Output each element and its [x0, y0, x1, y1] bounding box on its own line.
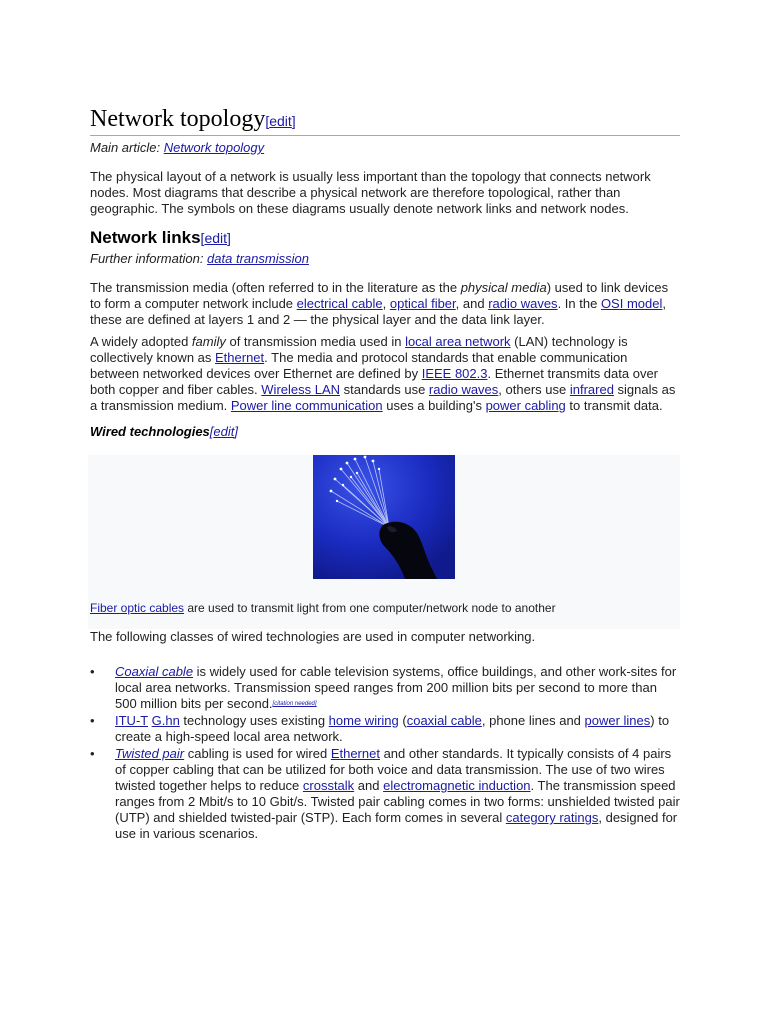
link-citation-needed[interactable]: [citation needed]	[272, 701, 317, 707]
link-category-ratings[interactable]: category ratings	[505, 810, 599, 825]
emphasis-family: family	[191, 334, 226, 349]
link-wireless-lan[interactable]: Wireless LAN	[261, 382, 341, 397]
bullet-icon: •	[90, 746, 95, 761]
link-coaxial-cable[interactable]: coaxial cable	[406, 713, 482, 728]
network-topology-title: Network topology	[90, 106, 266, 132]
link-power-cabling[interactable]: power cabling	[485, 398, 566, 413]
edit-bracket-open: [	[209, 424, 214, 439]
edit-bracket-close: ]	[291, 113, 296, 129]
network-topology-edit-link[interactable]: edit	[269, 113, 292, 129]
edit-bracket-close: ]	[234, 424, 239, 439]
text-run: A widely adopted	[90, 334, 192, 349]
fiber-optic-cables-image[interactable]	[313, 455, 455, 579]
link-radio-waves[interactable]: radio waves	[488, 296, 558, 311]
link-power-lines[interactable]: power lines	[584, 713, 651, 728]
wired-technologies-edit-link[interactable]: edit	[213, 424, 235, 439]
link-coaxial-cable[interactable]: Coaxial cable	[115, 664, 194, 679]
text-run: is widely used for cable television systems, office buildings, and other work-sites for local area networks. Transmission speed ranges from 200 million bits per second to more than 500 million bits per second.	[115, 664, 677, 711]
text-run: technology uses existing	[179, 713, 329, 728]
link-electrical-cable[interactable]: electrical cable	[296, 296, 383, 311]
link-itu-t[interactable]: ITU-T	[115, 713, 148, 728]
caption-text: are used to transmit light from one computer/network node to another	[184, 601, 556, 615]
text-run: ) to create a high-speed local area network.	[115, 713, 670, 744]
text-run: signals as a transmission medium.	[90, 382, 676, 413]
text-run: , others use	[498, 382, 570, 397]
text-run: . Ethernet transmits data over both copper and fiber cables.	[90, 366, 659, 397]
link-g-hn[interactable]: G.hn	[151, 713, 180, 728]
transmission-media-paragraph	[90, 280, 680, 328]
text-run: and	[354, 778, 384, 793]
text-run: . In the	[557, 296, 601, 311]
list-item-itu-t-ghn	[90, 713, 680, 745]
network-topology-heading	[90, 104, 680, 136]
link-ethernet[interactable]: Ethernet	[330, 746, 380, 761]
link-ieee-802-3[interactable]: IEEE 802.3	[421, 366, 488, 381]
link-twisted-pair[interactable]: Twisted pair	[115, 746, 185, 761]
bullet-icon: •	[90, 713, 95, 728]
text-run: . The transmission speed ranges from 2 Mbit/s to 10 Gbit/s. Twisted pair cabling comes in two forms: unshielded twisted pair (UTP) and shielded twisted-pair (STP). Each form comes in several	[115, 778, 680, 825]
link-power-line-communication[interactable]: Power line communication	[230, 398, 383, 413]
text-run: (	[398, 713, 407, 728]
article-body	[90, 104, 680, 441]
emphasis-physical-media: physical media	[460, 280, 547, 295]
text-run: standards use	[340, 382, 429, 397]
edit-bracket-close: ]	[227, 230, 231, 246]
text-run: of transmission media used in	[225, 334, 406, 349]
main-article-hatnote	[90, 140, 680, 155]
link-osi-model[interactable]: OSI model	[600, 296, 663, 311]
link-radio-waves[interactable]: radio waves	[428, 382, 499, 397]
wired-technologies-body	[90, 629, 680, 843]
wired-technologies-list	[90, 664, 680, 842]
bullet-icon: •	[90, 664, 95, 679]
list-item-twisted-pair	[90, 746, 680, 842]
text-run: , these are defined at layers 1 and 2 — the physical layer and the data link layer.	[90, 296, 666, 327]
text-run: , designed for use in various scenarios.	[115, 810, 678, 841]
link-fiber-optic-cables[interactable]: Fiber optic cables	[90, 601, 185, 615]
fiber-optic-figure	[88, 455, 680, 629]
network-links-heading	[90, 227, 680, 249]
wired-intro-paragraph: The following classes of wired technologies are used in computer networking.	[90, 629, 536, 644]
citation-needed	[273, 701, 317, 707]
network-links-title: Network links	[90, 228, 201, 247]
ethernet-paragraph	[90, 334, 680, 414]
text-run: ) used to link devices to form a computer network include	[90, 280, 669, 311]
figure-caption	[90, 601, 556, 616]
list-item-coaxial-cable	[90, 664, 680, 712]
further-information-prefix: Further information:	[90, 251, 208, 266]
main-article-prefix: Main article:	[90, 140, 164, 155]
text-run: and other standards. It typically consists of 4 pairs of copper cabling that can be utilized for both voice and data transmission. The use of two wires twisted together helps to reduce	[115, 746, 672, 793]
wired-technologies-heading	[90, 423, 680, 441]
network-links-edit-link[interactable]: edit	[204, 230, 228, 246]
network-topology-paragraph: The physical layout of a network is usually less important than the topology that connects network nodes. Most diagrams that describe a physical network are therefore topological, rather than geographic. The symbols on these diagrams usually denote network links and network nodes.	[90, 169, 651, 216]
text-run: uses a building's	[382, 398, 486, 413]
link-crosstalk[interactable]: crosstalk	[302, 778, 355, 793]
text-run: (LAN) technology is collectively known as	[90, 334, 628, 365]
link-electromagnetic-induction[interactable]: electromagnetic induction	[383, 778, 531, 793]
further-information-link[interactable]: data transmission	[207, 251, 309, 266]
text-run: . The media and protocol standards that enable communication between networked devices over Ethernet are defined by	[90, 350, 628, 381]
link-ethernet[interactable]: Ethernet	[215, 350, 265, 365]
text-run: The transmission media (often referred to in the literature as the	[90, 280, 461, 295]
main-article-link[interactable]: Network topology	[163, 140, 265, 155]
link-local-area-network[interactable]: local area network	[405, 334, 511, 349]
text-run: ,	[382, 296, 390, 311]
fiber-optic-illustration	[313, 455, 455, 579]
link-home-wiring[interactable]: home wiring	[328, 713, 399, 728]
edit-bracket-open: [	[200, 230, 205, 246]
text-run: to transmit data.	[565, 398, 663, 413]
further-information-hatnote	[90, 251, 680, 266]
link-infrared[interactable]: infrared	[569, 382, 614, 397]
link-optical-fiber[interactable]: optical fiber	[389, 296, 456, 311]
edit-bracket-open: [	[265, 113, 270, 129]
text-run: cabling is used for wired	[184, 746, 331, 761]
wired-technologies-title: Wired technologies	[90, 424, 210, 439]
text-run: , and	[455, 296, 489, 311]
text-run: , phone lines and	[481, 713, 585, 728]
